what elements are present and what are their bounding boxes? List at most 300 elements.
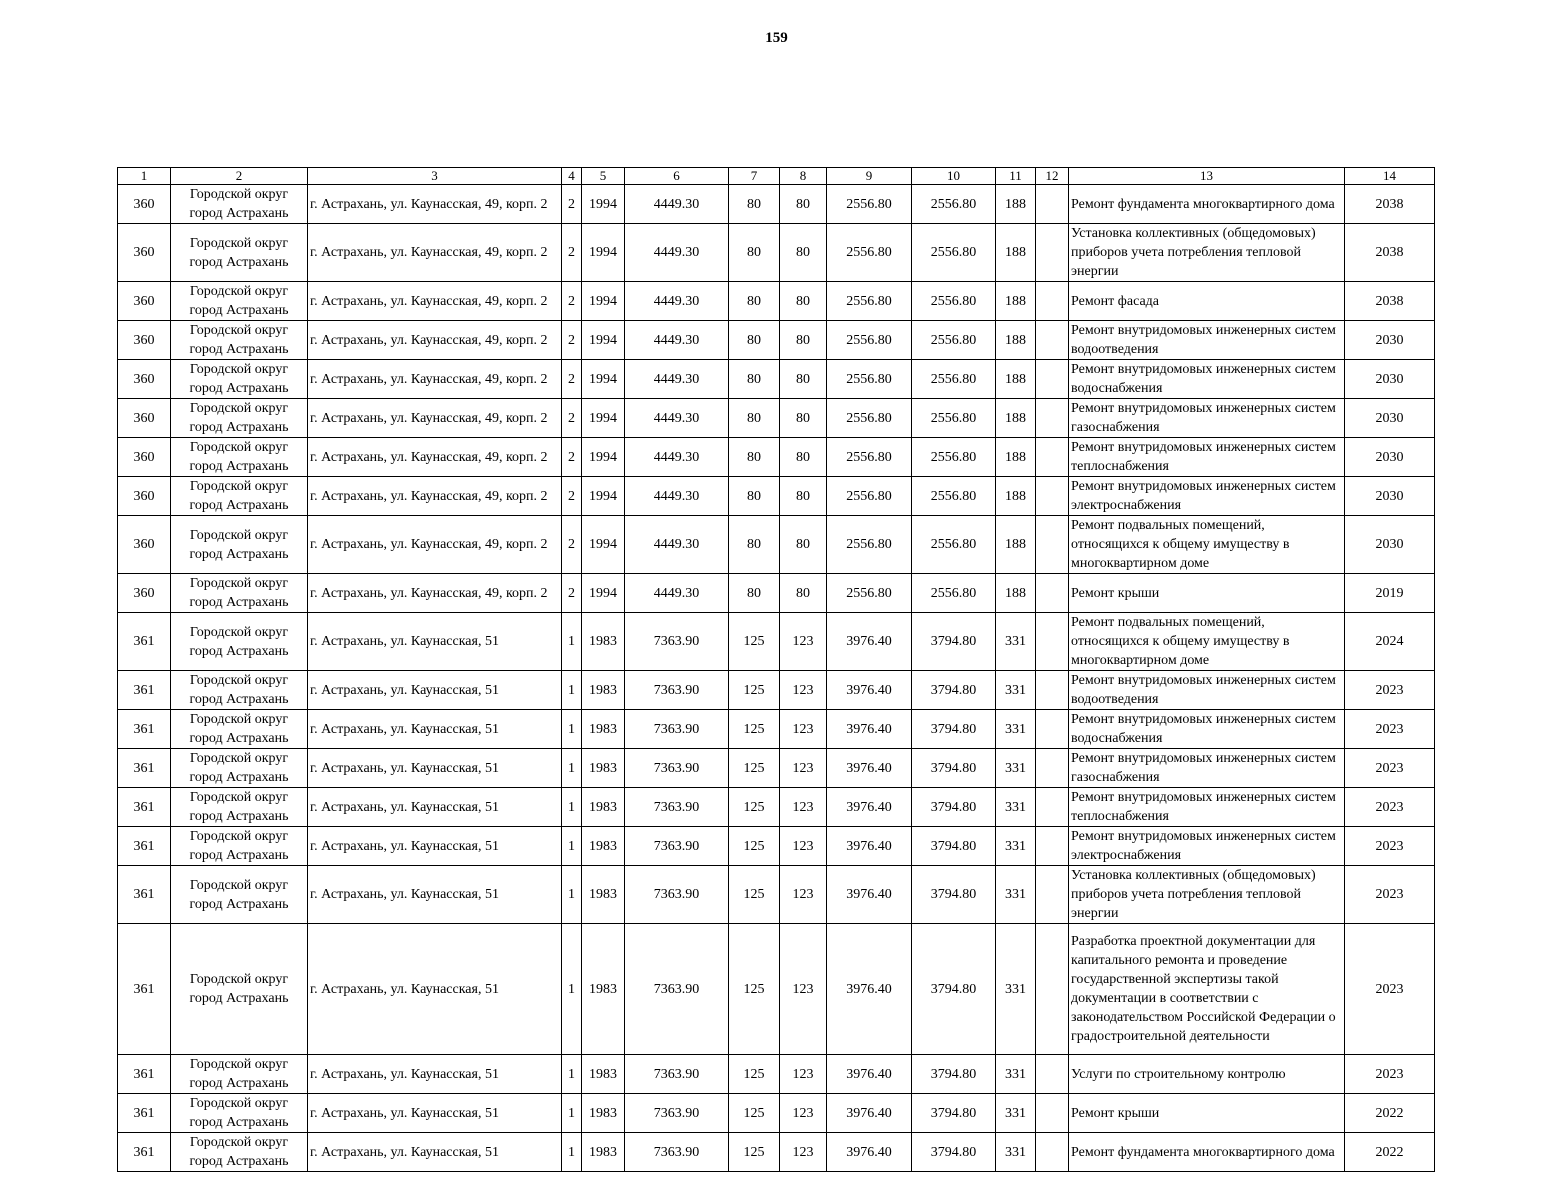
planned-year-cell: 2030 [1345, 477, 1435, 516]
column-header: 10 [912, 168, 996, 185]
house-number-cell: 360 [118, 516, 171, 574]
residents-cell: 188 [996, 399, 1036, 438]
col4-cell: 2 [562, 399, 582, 438]
residents-cell: 188 [996, 516, 1036, 574]
column-header: 13 [1069, 168, 1345, 185]
col4-cell: 1 [562, 1094, 582, 1133]
planned-year-cell: 2038 [1345, 282, 1435, 321]
work-type-cell: Услуги по строительному контролю [1069, 1055, 1345, 1094]
year-built-cell: 1994 [582, 185, 625, 224]
col12-cell [1036, 224, 1069, 282]
col8-cell: 123 [780, 827, 827, 866]
col7-cell: 80 [729, 438, 780, 477]
col10-cell: 2556.80 [912, 399, 996, 438]
col4-cell: 2 [562, 224, 582, 282]
year-built-cell: 1994 [582, 438, 625, 477]
column-header: 9 [827, 168, 912, 185]
address-cell: г. Астрахань, ул. Каунасская, 49, корп. 2 [308, 185, 562, 224]
col9-cell: 2556.80 [827, 477, 912, 516]
total-area-cell: 7363.90 [625, 788, 729, 827]
municipality-cell: Городской округ город Астрахань [171, 185, 308, 224]
table-row [118, 671, 1435, 710]
col4-cell: 1 [562, 671, 582, 710]
residents-cell: 331 [996, 866, 1036, 924]
year-built-cell: 1983 [582, 710, 625, 749]
col12-cell [1036, 1055, 1069, 1094]
col9-cell: 2556.80 [827, 574, 912, 613]
col9-cell: 3976.40 [827, 671, 912, 710]
col8-cell: 80 [780, 477, 827, 516]
col7-cell: 80 [729, 516, 780, 574]
work-type-cell: Ремонт внутридомовых инженерных систем водоснабжения [1069, 710, 1345, 749]
total-area-cell: 4449.30 [625, 360, 729, 399]
work-type-cell: Ремонт внутридомовых инженерных систем электроснабжения [1069, 827, 1345, 866]
col10-cell: 3794.80 [912, 710, 996, 749]
col4-cell: 2 [562, 516, 582, 574]
page-number: 159 [765, 30, 788, 46]
work-type-cell: Ремонт внутридомовых инженерных систем электроснабжения [1069, 477, 1345, 516]
municipality-cell: Городской округ город Астрахань [171, 438, 308, 477]
house-number-cell: 360 [118, 224, 171, 282]
total-area-cell: 7363.90 [625, 1055, 729, 1094]
col8-cell: 123 [780, 613, 827, 671]
table-row [118, 438, 1435, 477]
residents-cell: 331 [996, 710, 1036, 749]
municipality-cell: Городской округ город Астрахань [171, 516, 308, 574]
table-row [118, 282, 1435, 321]
municipality-cell: Городской округ город Астрахань [171, 924, 308, 1055]
col4-cell: 1 [562, 710, 582, 749]
col9-cell: 3976.40 [827, 788, 912, 827]
municipality-cell: Городской округ город Астрахань [171, 710, 308, 749]
work-type-cell: Ремонт внутридомовых инженерных систем водоотведения [1069, 671, 1345, 710]
col4-cell: 1 [562, 866, 582, 924]
col9-cell: 2556.80 [827, 360, 912, 399]
col7-cell: 125 [729, 613, 780, 671]
house-number-cell: 361 [118, 613, 171, 671]
col8-cell: 80 [780, 574, 827, 613]
residents-cell: 188 [996, 224, 1036, 282]
col4-cell: 2 [562, 282, 582, 321]
col4-cell: 2 [562, 477, 582, 516]
planned-year-cell: 2023 [1345, 827, 1435, 866]
total-area-cell: 4449.30 [625, 321, 729, 360]
total-area-cell: 4449.30 [625, 574, 729, 613]
total-area-cell: 7363.90 [625, 1133, 729, 1172]
col9-cell: 3976.40 [827, 1094, 912, 1133]
total-area-cell: 7363.90 [625, 613, 729, 671]
address-cell: г. Астрахань, ул. Каунасская, 49, корп. 2 [308, 321, 562, 360]
address-cell: г. Астрахань, ул. Каунасская, 49, корп. 2 [308, 224, 562, 282]
column-header: 11 [996, 168, 1036, 185]
planned-year-cell: 2030 [1345, 516, 1435, 574]
table-row [118, 924, 1435, 1055]
col10-cell: 3794.80 [912, 788, 996, 827]
table-row [118, 321, 1435, 360]
col7-cell: 125 [729, 788, 780, 827]
total-area-cell: 4449.30 [625, 477, 729, 516]
col7-cell: 80 [729, 185, 780, 224]
column-header: 12 [1036, 168, 1069, 185]
residents-cell: 188 [996, 321, 1036, 360]
residents-cell: 188 [996, 574, 1036, 613]
residents-cell: 331 [996, 1133, 1036, 1172]
house-number-cell: 360 [118, 477, 171, 516]
work-type-cell: Ремонт внутридомовых инженерных систем водоснабжения [1069, 360, 1345, 399]
col9-cell: 3976.40 [827, 710, 912, 749]
year-built-cell: 1983 [582, 1055, 625, 1094]
table-row [118, 360, 1435, 399]
house-number-cell: 361 [118, 788, 171, 827]
col10-cell: 3794.80 [912, 827, 996, 866]
col10-cell: 3794.80 [912, 749, 996, 788]
planned-year-cell: 2038 [1345, 224, 1435, 282]
col7-cell: 125 [729, 710, 780, 749]
table-row [118, 574, 1435, 613]
col8-cell: 80 [780, 321, 827, 360]
col9-cell: 2556.80 [827, 399, 912, 438]
total-area-cell: 7363.90 [625, 749, 729, 788]
address-cell: г. Астрахань, ул. Каунасская, 49, корп. 2 [308, 438, 562, 477]
table-row [118, 1133, 1435, 1172]
col4-cell: 2 [562, 321, 582, 360]
table-row [118, 224, 1435, 282]
work-type-cell: Разработка проектной документации для капитального ремонта и проведение государственной экспертизы такой документации в соответствии с законодательством Российской Федерации о градостроительной деятельности [1069, 924, 1345, 1055]
planned-year-cell: 2023 [1345, 1055, 1435, 1094]
col12-cell [1036, 749, 1069, 788]
residents-cell: 188 [996, 438, 1036, 477]
municipality-cell: Городской округ город Астрахань [171, 1094, 308, 1133]
table-row [118, 185, 1435, 224]
col8-cell: 80 [780, 282, 827, 321]
year-built-cell: 1994 [582, 224, 625, 282]
col9-cell: 3976.40 [827, 749, 912, 788]
col8-cell: 123 [780, 710, 827, 749]
col7-cell: 80 [729, 321, 780, 360]
col7-cell: 125 [729, 749, 780, 788]
residents-cell: 331 [996, 924, 1036, 1055]
col9-cell: 3976.40 [827, 1133, 912, 1172]
total-area-cell: 4449.30 [625, 224, 729, 282]
municipality-cell: Городской округ город Астрахань [171, 1055, 308, 1094]
residents-cell: 331 [996, 1094, 1036, 1133]
col8-cell: 80 [780, 399, 827, 438]
col10-cell: 3794.80 [912, 671, 996, 710]
municipality-cell: Городской округ город Астрахань [171, 671, 308, 710]
column-header: 14 [1345, 168, 1435, 185]
residents-cell: 188 [996, 282, 1036, 321]
year-built-cell: 1983 [582, 749, 625, 788]
col10-cell: 2556.80 [912, 282, 996, 321]
col12-cell [1036, 924, 1069, 1055]
work-type-cell: Ремонт крыши [1069, 574, 1345, 613]
table-row [118, 788, 1435, 827]
address-cell: г. Астрахань, ул. Каунасская, 51 [308, 1055, 562, 1094]
planned-year-cell: 2023 [1345, 710, 1435, 749]
address-cell: г. Астрахань, ул. Каунасская, 51 [308, 613, 562, 671]
year-built-cell: 1994 [582, 282, 625, 321]
col10-cell: 3794.80 [912, 1133, 996, 1172]
address-cell: г. Астрахань, ул. Каунасская, 49, корп. 2 [308, 516, 562, 574]
work-type-cell: Ремонт фундамента многоквартирного дома [1069, 185, 1345, 224]
work-type-cell: Установка коллективных (общедомовых) приборов учета потребления тепловой энергии [1069, 224, 1345, 282]
col10-cell: 2556.80 [912, 438, 996, 477]
col8-cell: 123 [780, 671, 827, 710]
work-type-cell: Ремонт внутридомовых инженерных систем газоснабжения [1069, 399, 1345, 438]
year-built-cell: 1983 [582, 1133, 625, 1172]
col9-cell: 2556.80 [827, 282, 912, 321]
address-cell: г. Астрахань, ул. Каунасская, 49, корп. 2 [308, 574, 562, 613]
municipality-cell: Городской округ город Астрахань [171, 788, 308, 827]
house-number-cell: 361 [118, 1055, 171, 1094]
col4-cell: 1 [562, 788, 582, 827]
col7-cell: 80 [729, 477, 780, 516]
col12-cell [1036, 788, 1069, 827]
table-row [118, 516, 1435, 574]
col12-cell [1036, 866, 1069, 924]
col10-cell: 2556.80 [912, 574, 996, 613]
work-type-cell: Ремонт подвальных помещений, относящихся к общему имуществу в многоквартирном доме [1069, 516, 1345, 574]
year-built-cell: 1994 [582, 516, 625, 574]
col4-cell: 2 [562, 438, 582, 477]
work-type-cell: Ремонт внутридомовых инженерных систем газоснабжения [1069, 749, 1345, 788]
col12-cell [1036, 671, 1069, 710]
address-cell: г. Астрахань, ул. Каунасская, 51 [308, 671, 562, 710]
planned-year-cell: 2030 [1345, 438, 1435, 477]
planned-year-cell: 2024 [1345, 613, 1435, 671]
address-cell: г. Астрахань, ул. Каунасская, 51 [308, 866, 562, 924]
col8-cell: 123 [780, 749, 827, 788]
work-type-cell: Ремонт внутридомовых инженерных систем водоотведения [1069, 321, 1345, 360]
residents-cell: 188 [996, 185, 1036, 224]
planned-year-cell: 2030 [1345, 399, 1435, 438]
house-number-cell: 360 [118, 185, 171, 224]
residents-cell: 331 [996, 613, 1036, 671]
address-cell: г. Астрахань, ул. Каунасская, 51 [308, 788, 562, 827]
planned-year-cell: 2023 [1345, 788, 1435, 827]
house-number-cell: 361 [118, 1094, 171, 1133]
col7-cell: 125 [729, 924, 780, 1055]
municipality-cell: Городской округ город Астрахань [171, 613, 308, 671]
col12-cell [1036, 1094, 1069, 1133]
column-header: 3 [308, 168, 562, 185]
house-number-cell: 361 [118, 866, 171, 924]
column-header: 7 [729, 168, 780, 185]
col8-cell: 123 [780, 788, 827, 827]
col10-cell: 2556.80 [912, 360, 996, 399]
col7-cell: 125 [729, 671, 780, 710]
col8-cell: 80 [780, 516, 827, 574]
year-built-cell: 1983 [582, 788, 625, 827]
planned-year-cell: 2023 [1345, 671, 1435, 710]
planned-year-cell: 2022 [1345, 1133, 1435, 1172]
column-number-header-row [118, 168, 1435, 185]
col9-cell: 2556.80 [827, 185, 912, 224]
planned-year-cell: 2038 [1345, 185, 1435, 224]
total-area-cell: 4449.30 [625, 282, 729, 321]
address-cell: г. Астрахань, ул. Каунасская, 51 [308, 827, 562, 866]
col7-cell: 125 [729, 1094, 780, 1133]
year-built-cell: 1983 [582, 827, 625, 866]
total-area-cell: 4449.30 [625, 185, 729, 224]
house-number-cell: 360 [118, 438, 171, 477]
col7-cell: 125 [729, 827, 780, 866]
col7-cell: 125 [729, 866, 780, 924]
planned-year-cell: 2022 [1345, 1094, 1435, 1133]
column-header: 4 [562, 168, 582, 185]
house-number-cell: 361 [118, 1133, 171, 1172]
col12-cell [1036, 282, 1069, 321]
house-number-cell: 360 [118, 360, 171, 399]
table-row [118, 866, 1435, 924]
col9-cell: 3976.40 [827, 866, 912, 924]
year-built-cell: 1994 [582, 477, 625, 516]
col4-cell: 1 [562, 924, 582, 1055]
column-header: 6 [625, 168, 729, 185]
col7-cell: 80 [729, 399, 780, 438]
work-type-cell: Ремонт фундамента многоквартирного дома [1069, 1133, 1345, 1172]
col9-cell: 3976.40 [827, 613, 912, 671]
col8-cell: 123 [780, 1094, 827, 1133]
work-type-cell: Ремонт внутридомовых инженерных систем теплоснабжения [1069, 438, 1345, 477]
address-cell: г. Астрахань, ул. Каунасская, 49, корп. 2 [308, 360, 562, 399]
col10-cell: 2556.80 [912, 185, 996, 224]
col12-cell [1036, 321, 1069, 360]
year-built-cell: 1994 [582, 574, 625, 613]
residents-cell: 188 [996, 477, 1036, 516]
house-number-cell: 361 [118, 827, 171, 866]
col12-cell [1036, 185, 1069, 224]
col8-cell: 123 [780, 924, 827, 1055]
col12-cell [1036, 827, 1069, 866]
col4-cell: 1 [562, 1055, 582, 1094]
municipality-cell: Городской округ город Астрахань [171, 749, 308, 788]
col12-cell [1036, 613, 1069, 671]
col7-cell: 80 [729, 224, 780, 282]
work-type-cell: Ремонт крыши [1069, 1094, 1345, 1133]
col4-cell: 1 [562, 613, 582, 671]
year-built-cell: 1983 [582, 924, 625, 1055]
col10-cell: 3794.80 [912, 613, 996, 671]
col9-cell: 2556.80 [827, 438, 912, 477]
total-area-cell: 7363.90 [625, 671, 729, 710]
col8-cell: 80 [780, 185, 827, 224]
total-area-cell: 7363.90 [625, 924, 729, 1055]
residents-cell: 331 [996, 788, 1036, 827]
col8-cell: 80 [780, 360, 827, 399]
total-area-cell: 7363.90 [625, 1094, 729, 1133]
col4-cell: 1 [562, 749, 582, 788]
col7-cell: 80 [729, 574, 780, 613]
col4-cell: 2 [562, 360, 582, 399]
col10-cell: 2556.80 [912, 516, 996, 574]
col8-cell: 80 [780, 438, 827, 477]
col10-cell: 3794.80 [912, 866, 996, 924]
work-type-cell: Ремонт подвальных помещений, относящихся к общему имуществу в многоквартирном доме [1069, 613, 1345, 671]
table-row [118, 710, 1435, 749]
col9-cell: 3976.40 [827, 924, 912, 1055]
planned-year-cell: 2019 [1345, 574, 1435, 613]
house-number-cell: 361 [118, 671, 171, 710]
col7-cell: 80 [729, 360, 780, 399]
col8-cell: 80 [780, 224, 827, 282]
col12-cell [1036, 360, 1069, 399]
col9-cell: 2556.80 [827, 224, 912, 282]
col12-cell [1036, 710, 1069, 749]
col10-cell: 3794.80 [912, 1094, 996, 1133]
municipality-cell: Городской округ город Астрахань [171, 399, 308, 438]
total-area-cell: 7363.90 [625, 710, 729, 749]
residents-cell: 188 [996, 360, 1036, 399]
address-cell: г. Астрахань, ул. Каунасская, 49, корп. 2 [308, 477, 562, 516]
col8-cell: 123 [780, 1133, 827, 1172]
table-row [118, 399, 1435, 438]
year-built-cell: 1994 [582, 360, 625, 399]
year-built-cell: 1994 [582, 321, 625, 360]
address-cell: г. Астрахань, ул. Каунасская, 51 [308, 710, 562, 749]
repair-schedule-table [117, 167, 1435, 1172]
col7-cell: 125 [729, 1133, 780, 1172]
col9-cell: 2556.80 [827, 321, 912, 360]
col4-cell: 1 [562, 1133, 582, 1172]
table-row [118, 477, 1435, 516]
col9-cell: 3976.40 [827, 1055, 912, 1094]
col12-cell [1036, 399, 1069, 438]
total-area-cell: 4449.30 [625, 516, 729, 574]
table-row [118, 1094, 1435, 1133]
table-row [118, 749, 1435, 788]
col8-cell: 123 [780, 866, 827, 924]
year-built-cell: 1983 [582, 671, 625, 710]
work-type-cell: Установка коллективных (общедомовых) приборов учета потребления тепловой энергии [1069, 866, 1345, 924]
year-built-cell: 1983 [582, 613, 625, 671]
col7-cell: 125 [729, 1055, 780, 1094]
total-area-cell: 4449.30 [625, 438, 729, 477]
total-area-cell: 4449.30 [625, 399, 729, 438]
house-number-cell: 361 [118, 710, 171, 749]
municipality-cell: Городской округ город Астрахань [171, 282, 308, 321]
municipality-cell: Городской округ город Астрахань [171, 574, 308, 613]
col10-cell: 2556.80 [912, 224, 996, 282]
house-number-cell: 361 [118, 749, 171, 788]
col12-cell [1036, 574, 1069, 613]
municipality-cell: Городской округ город Астрахань [171, 360, 308, 399]
table-row [118, 613, 1435, 671]
col12-cell [1036, 516, 1069, 574]
col4-cell: 1 [562, 827, 582, 866]
municipality-cell: Городской округ город Астрахань [171, 477, 308, 516]
house-number-cell: 360 [118, 399, 171, 438]
column-header: 2 [171, 168, 308, 185]
column-header: 5 [582, 168, 625, 185]
col10-cell: 2556.80 [912, 477, 996, 516]
address-cell: г. Астрахань, ул. Каунасская, 51 [308, 924, 562, 1055]
col4-cell: 2 [562, 185, 582, 224]
total-area-cell: 7363.90 [625, 866, 729, 924]
house-number-cell: 360 [118, 321, 171, 360]
municipality-cell: Городской округ город Астрахань [171, 224, 308, 282]
municipality-cell: Городской округ город Астрахань [171, 866, 308, 924]
col9-cell: 2556.80 [827, 516, 912, 574]
house-number-cell: 360 [118, 282, 171, 321]
col12-cell [1036, 438, 1069, 477]
address-cell: г. Астрахань, ул. Каунасская, 49, корп. 2 [308, 282, 562, 321]
year-built-cell: 1983 [582, 1094, 625, 1133]
municipality-cell: Городской округ город Астрахань [171, 827, 308, 866]
residents-cell: 331 [996, 827, 1036, 866]
col10-cell: 3794.80 [912, 924, 996, 1055]
house-number-cell: 361 [118, 924, 171, 1055]
